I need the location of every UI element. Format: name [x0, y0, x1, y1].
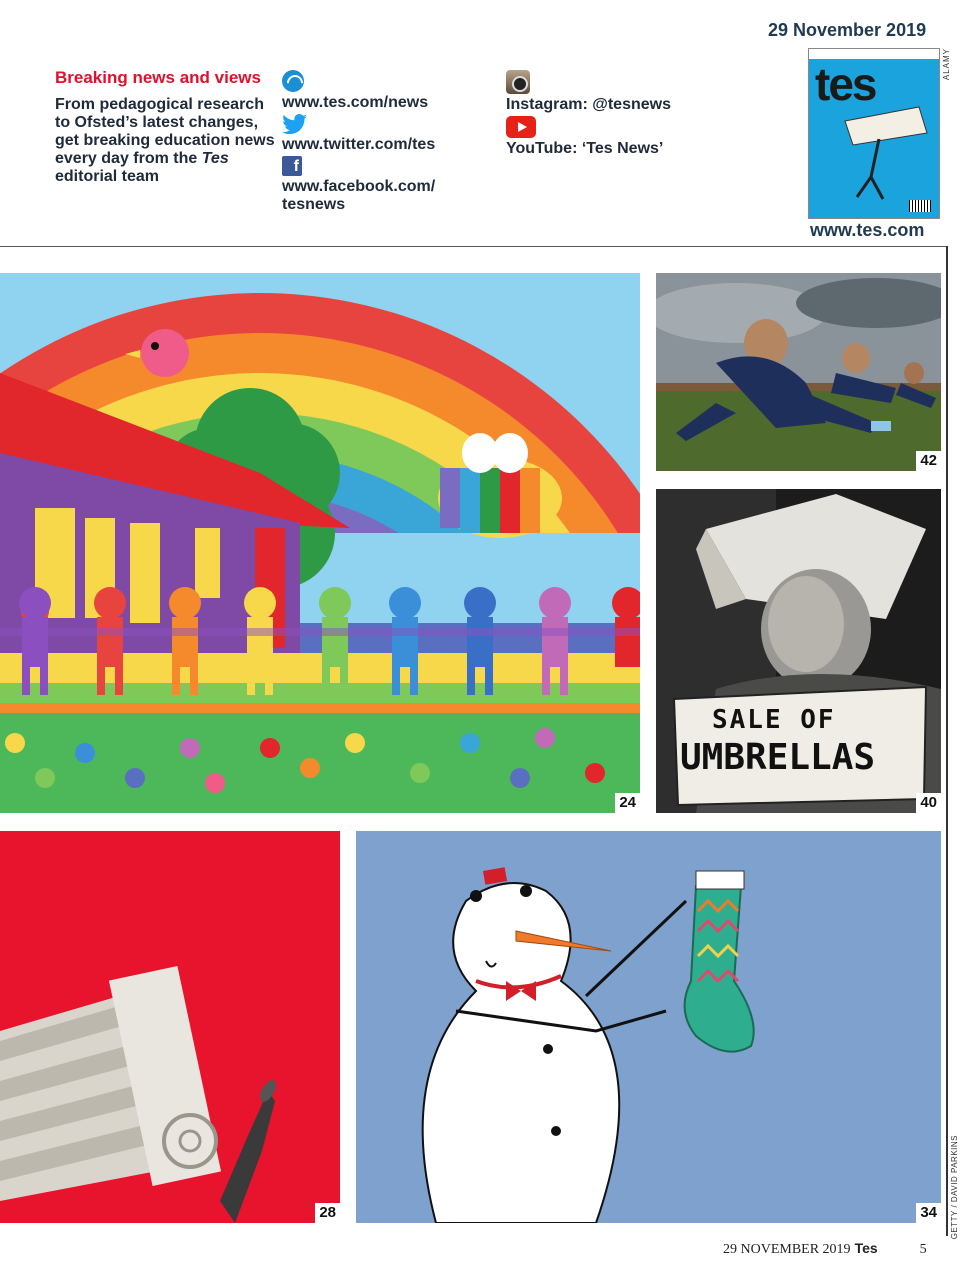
photo-credit: GETTY / DAVID PARKINS	[950, 1135, 959, 1240]
footer-brand: Tes	[854, 1240, 878, 1256]
umbrellas-sign-line-1: SALE OF	[712, 705, 836, 735]
umbrellas-photo[interactable]	[656, 489, 941, 813]
page-ref-28[interactable]: 28	[315, 1203, 340, 1223]
page-footer	[723, 1240, 927, 1258]
page-ref-24[interactable]: 24	[615, 793, 640, 813]
page-number: 5	[919, 1242, 927, 1257]
rugby-photo[interactable]	[656, 273, 941, 471]
header-divider	[0, 246, 946, 247]
rainbow-school-art	[0, 273, 640, 813]
twitter-link[interactable]: www.twitter.com/tes	[282, 136, 436, 153]
page-ref-34[interactable]: 34	[916, 1203, 941, 1223]
rainbow-school-illustration[interactable]	[0, 273, 640, 813]
instagram-link[interactable]: Instagram: @tesnews	[506, 96, 671, 113]
news-link[interactable]: www.tes.com/news	[282, 94, 429, 111]
rugby-photo-art	[656, 273, 941, 471]
social-column-1	[282, 68, 492, 214]
snowman-art	[356, 831, 941, 1223]
issue-date: 29 November 2019	[768, 20, 927, 40]
column-illustration[interactable]	[0, 831, 340, 1223]
cover-credit: ALAMY	[942, 48, 951, 81]
site-url[interactable]: www.tes.com	[810, 220, 925, 240]
facebook-icon: f	[282, 156, 302, 176]
column-art	[0, 831, 340, 1223]
magazine-cover[interactable]	[808, 48, 940, 219]
snowman-illustration[interactable]	[356, 831, 941, 1223]
right-divider	[946, 246, 948, 1236]
wifi-icon	[282, 70, 304, 92]
umbrellas-sign-line-2: UMBRELLAS	[680, 737, 876, 778]
youtube-link[interactable]: YouTube: ‘Tes News’	[506, 140, 664, 157]
page-ref-42[interactable]: 42	[916, 451, 941, 471]
instagram-icon	[506, 70, 530, 94]
page-ref-40[interactable]: 40	[916, 793, 941, 813]
breaking-text: From pedagogical research to Ofsted’s latest changes, get breaking education news every day from the Tes editorial team	[55, 96, 275, 185]
breaking-title: Breaking news and views	[55, 68, 261, 87]
social-column-2	[506, 68, 726, 158]
barcode	[909, 200, 931, 212]
cover-illustration	[809, 49, 940, 219]
twitter-icon	[282, 114, 308, 134]
footer-date: 29 NOVEMBER 2019	[723, 1242, 851, 1257]
facebook-link[interactable]: www.facebook.com/ tesnews	[282, 178, 436, 213]
youtube-icon	[506, 116, 536, 138]
cover-masthead: tes	[815, 58, 876, 110]
